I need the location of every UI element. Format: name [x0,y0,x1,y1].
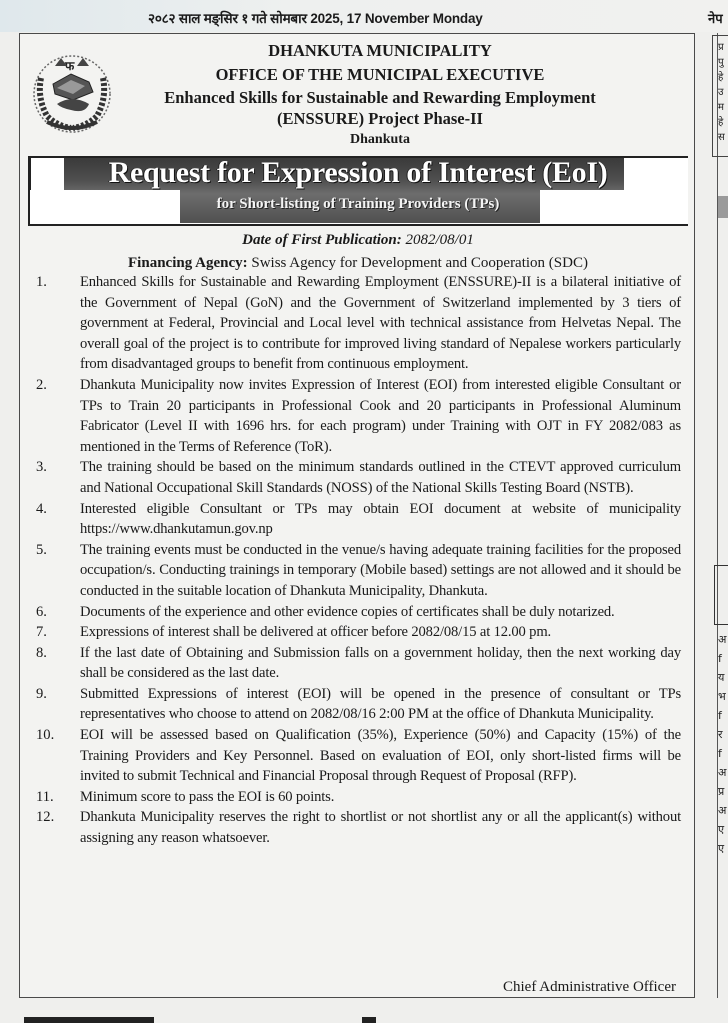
item-number: 10. [36,727,55,744]
item-text: If the last date of Obtaining and Submission falls on a government holiday, then the next working day shall be considered as the last date. [80,644,681,682]
item-text: The training should be based on the minimum standards outlined in the CTEVT approved curriculum and National Occupational Skill Standards (NOSS) of the National Skills Testing Board (NSTB). [80,459,681,496]
next-article-mark [362,1017,376,1023]
publication-date-label: Date of First Publication: [242,232,402,248]
adjacent-column-shade [718,196,728,218]
next-article-rule [24,1017,154,1023]
header-project-name: Enhanced Skills for Sustainable and Rewarding Employment [164,88,596,107]
item-number: 12. [36,809,55,826]
list-item [36,787,681,808]
signatory-title: Chief Administrative Officer [502,979,676,995]
adjacent-column-text-top: प्र पु हे उ म हे स [718,42,725,143]
item-text: Documents of the experience and other evidence copies of certificates shall be duly notarized. [80,603,615,620]
newspaper-dateline: २०८२ साल मङ्सिर १ गते सोमबार 2025, 17 November Monday [148,11,483,26]
list-item [36,375,681,457]
list-item [36,725,681,787]
item-text: Submitted Expressions of interest (EOI) will be opened in the presence of consultant or TPs representatives who choose to attend on 2082/08/16 2:00 PM at the office of Dhankuta Municipality. [80,685,681,723]
header-municipality-name: DHANKUTA MUNICIPALITY [268,41,492,60]
publication-date-value: 2082/08/01 [405,232,474,248]
item-number: 6. [36,603,47,620]
item-text: Expressions of interest shall be delivered at officer before 2082/08/15 at 12.00 pm. [80,624,552,641]
list-item [36,540,681,602]
publication-date-line [28,232,688,249]
financing-agency-label: Financing Agency: [128,255,248,271]
list-item [36,643,681,684]
adjacent-column-box-lower [714,565,728,625]
item-text: EOI will be assessed based on Qualification (35%), Experience (50%) and Capacity (15%) of the Training Providers and Key Personnel. Based on evaluation of EOI, only short-listed firms will be invited to submit Technical and Financial Proposal through Request of Proposal (RFP). [80,727,681,785]
item-number: 4. [36,500,47,517]
item-number: 1. [36,274,47,290]
financing-agency-value: Swiss Agency for Development and Cooperation (SDC) [251,255,588,271]
header-location: Dhankuta [350,132,410,147]
item-number: 11. [36,788,54,805]
svg-text:फ: फ [65,59,75,73]
item-text: Minimum score to pass the EOI is 60 points. [80,788,335,805]
item-number: 8. [36,644,47,661]
header-office-name: OFFICE OF THE MUNICIPAL EXECUTIVE [215,65,545,84]
list-item [36,499,681,540]
financing-agency-line [28,255,688,272]
list-item [36,622,681,643]
eoi-banner-subtitle: for Short-listing of Training Providers (TPs) [216,196,500,212]
list-item [36,457,681,498]
item-text: Interested eligible Consultant or TPs may obtain EOI document at website of municipality https://www.dhankutamun.gov.np [80,500,681,538]
item-number: 7. [36,624,47,641]
eoi-banner-title: Request for Expression of Interest (EoI) [108,156,608,189]
item-number: 3. [36,459,47,476]
list-item [36,807,681,848]
header-project-phase: (ENSSURE) Project Phase-II [277,109,483,128]
item-text: Dhankuta Municipality now invites Expression of Interest (EOI) from interested eligible Consultant or TPs to Train 20 participants in Professional Cook and 20 participants in Professional Aluminum Fabricator (Level II with 1696 hrs. for each program) under Training with OJT in FY 2082/083 as mentioned in the Terms of Reference (ToR). [80,376,681,455]
adjacent-column-text-bottom: अ f य भ f र f अ प्र अ ए ए [718,633,727,855]
list-item [36,272,681,375]
adjacent-page-header: नेप [708,12,723,27]
item-number: 2. [36,376,47,393]
item-number: 5. [36,541,47,558]
item-number: 9. [36,685,47,702]
item-text: The training events must be conducted in the venue/s having adequate training facilities for the proposed occupation/s. Conducting trainings in temporary (Mobile based) settings are not allowed and it should be conducted in the suitable location of Dhankuta Municipality, Dhankuta. [80,541,681,599]
list-item [36,602,681,623]
item-text: Enhanced Skills for Sustainable and Rewarding Employment (ENSSURE)-II is a bilateral initiative of the Government of Nepal (GoN) and the Government of Switzerland implemented by 3 tiers of government at Federal, Provincial and Local level with technical assistance from Helvetas Nepal. The overall goal of the project is to contribute for improved living standard of Nepalese workers particularly from disadvantaged groups to benefit from continuous employment. [80,274,681,373]
item-text: Dhankuta Municipality reserves the right to shortlist or not shortlist any or all the applicant(s) without assigning any reason whatsoever. [80,809,681,847]
eoi-terms-list [36,272,681,849]
list-item [36,684,681,725]
